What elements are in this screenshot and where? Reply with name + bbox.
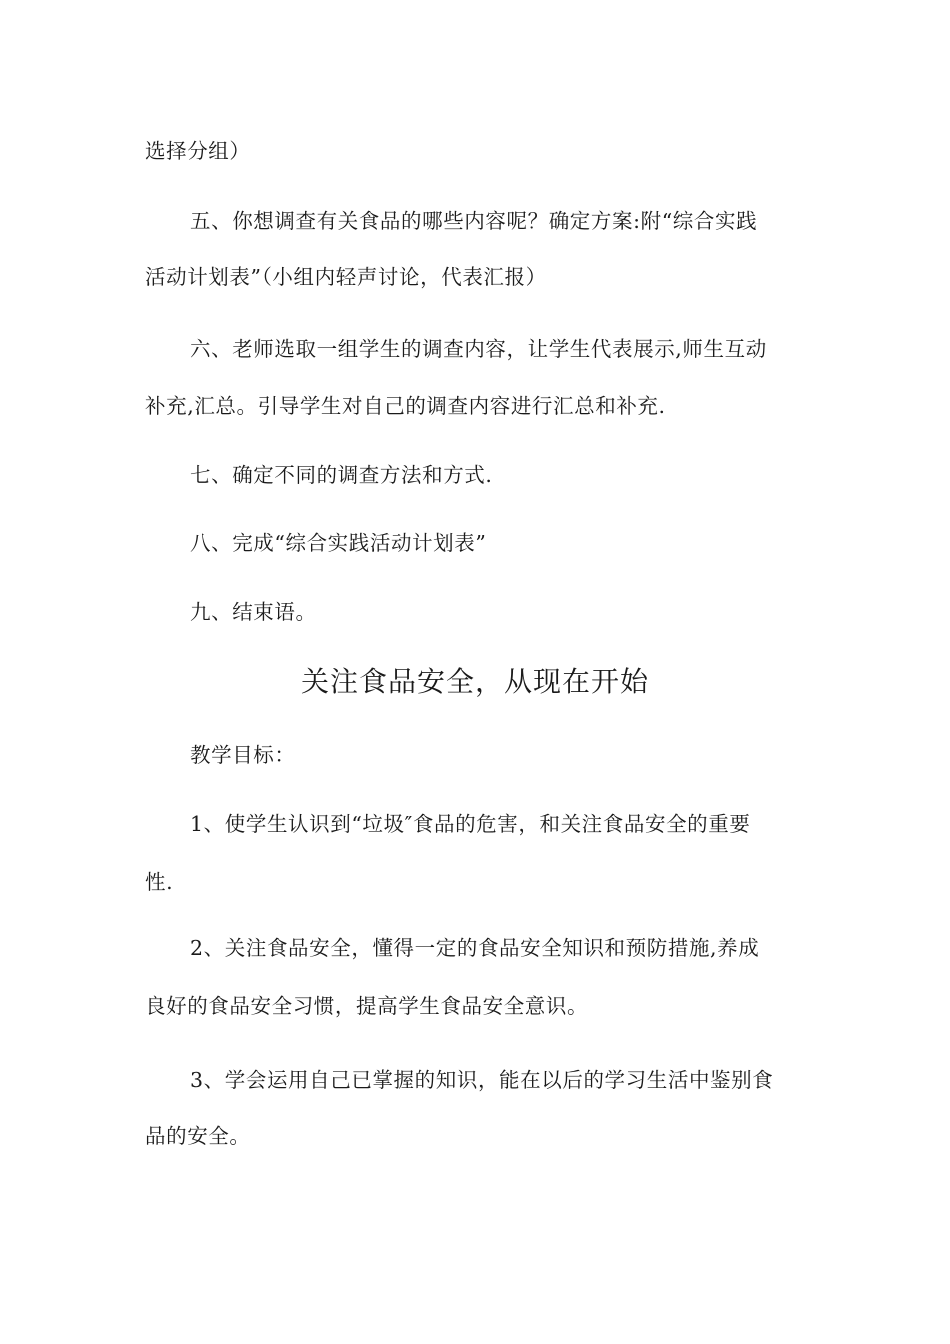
paragraph-line: 九、结束语。 [190,600,317,624]
objectives-heading: 教学目标： [190,743,296,767]
objective-line: 性. [145,870,174,894]
objective-line: 2、关注食品安全，懂得一定的食品安全知识和预防措施,养成 [190,936,760,960]
objective-line: 3、学会运用自己已掌握的知识，能在以后的学习生活中鉴别食 [190,1068,774,1092]
paragraph-line: 七、确定不同的调查方法和方式. [190,463,493,487]
section-title: 关注食品安全，从现在开始 [300,665,649,698]
objective-line: 良好的食品安全习惯，提高学生食品安全意识。 [145,994,589,1018]
objective-line: 品的安全。 [145,1124,251,1148]
paragraph-line: 补充,汇总。引导学生对自己的调查内容进行汇总和补充. [145,394,666,418]
paragraph-line: 活动计划表”（小组内轻声讨论，代表汇报） [145,265,547,289]
paragraph-line: 六、老师选取一组学生的调查内容，让学生代表展示,师生互动 [190,337,767,361]
objective-line: 1、使学生认识到“垃圾″食品的危害，和关注食品安全的重要 [190,812,751,836]
paragraph-line: 八、完成“综合实践活动计划表” [190,531,487,555]
paragraph-line: 选择分组） [145,139,251,163]
paragraph-line: 五、你想调查有关食品的哪些内容呢？确定方案:附“综合实践 [190,209,758,233]
